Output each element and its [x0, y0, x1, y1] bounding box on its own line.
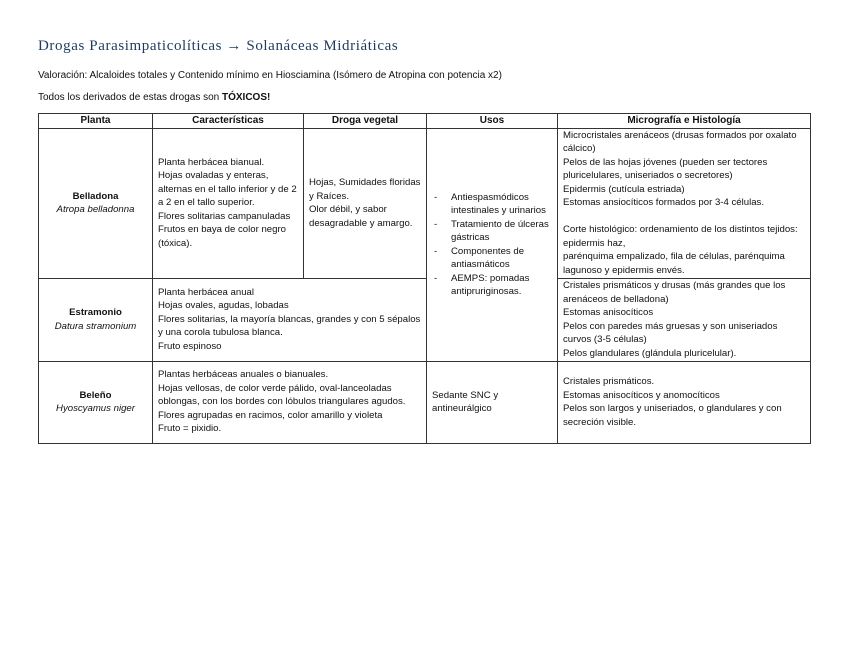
table-row	[39, 278, 811, 361]
micro-line: Corte histológico: ordenamiento de los distintos tejidos: epidermis haz,	[563, 224, 798, 249]
plant-cell	[39, 128, 153, 278]
plant-name: Belladona	[72, 190, 119, 202]
micro-cell	[558, 128, 811, 278]
plant-cell	[39, 278, 153, 361]
car-line: Planta herbácea bianual.	[158, 156, 265, 168]
toxic-note-text: Todos los derivados de estas drogas son	[38, 92, 222, 103]
page-title: Drogas Parasimpaticolíticas → Solanáceas Midriáticas	[38, 38, 399, 54]
droga-line: Hojas, Sumidades floridas y Raíces.	[309, 177, 421, 202]
header-droga: Droga vegetal	[304, 114, 427, 129]
droga-cell	[304, 128, 427, 278]
header-caracteristicas: Características	[153, 114, 304, 129]
list-item: - AEMPS: pomadas antipruriginosas.	[432, 272, 552, 299]
usos-list	[432, 191, 552, 299]
car-line: Flores solitarias campanuladas	[158, 210, 291, 222]
micro-line: Epidermis (cutícula estriada)	[563, 183, 685, 195]
header-micro: Micrografía e Histología	[558, 114, 811, 129]
solanaceas-table	[38, 113, 811, 444]
micro-line: Estomas ansiocíticos formados por 3-4 células.	[563, 197, 765, 209]
car-line: Hojas ovales, agudas, lobadas	[158, 300, 289, 312]
car-line: Fruto espinoso	[158, 340, 222, 352]
plant-sci-name: Datura stramonium	[54, 320, 137, 332]
car-line: Plantas herbáceas anuales o bianuales.	[158, 369, 329, 381]
droga-line: Olor débil, y sabor desagradable y amargo.	[309, 204, 413, 229]
list-item: - Tratamiento de úlceras gástricas	[432, 218, 552, 245]
micro-line: Pelos son largos y uniseriados, o glandulares y con secreción visible.	[563, 403, 782, 428]
header-planta: Planta	[39, 114, 153, 129]
table-row	[39, 128, 811, 278]
micro-line: Cristales prismáticos.	[563, 376, 655, 387]
car-line: Fruto = pixidio.	[158, 423, 222, 435]
plant-name: Beleño	[79, 389, 112, 401]
car-line: Flores agrupadas en racimos, color amarillo y violeta	[158, 409, 383, 421]
car-line: Hojas ovaladas y enteras, alternas en el tallo inferior y de 2 a 2 en el tallo superior.	[158, 170, 297, 209]
table-row	[39, 361, 811, 443]
micro-line: Pelos con paredes más gruesas y son uniseriados curvos (3-5 células)	[563, 320, 778, 345]
valoracion-text: Valoración: Alcaloides totales y Contenido mínimo en Hiosciamina (Isómero de Atropina con potencia x2)	[38, 70, 502, 81]
spacer	[563, 210, 805, 224]
car-line: Frutos en baya de color negro (tóxica).	[158, 224, 286, 249]
caracteristicas-cell	[153, 361, 427, 443]
micro-line: parénquima empalizado, fila de células, parénquima lagunoso y epidermis envés.	[563, 251, 785, 276]
micro-line: Microcristales arenáceos (drusas formados por oxalato cálcico)	[563, 129, 797, 155]
list-item: - Antiespasmódicos intestinales y urinarios	[432, 191, 552, 218]
plant-name: Estramonio	[69, 307, 122, 318]
plant-sci-name: Hyoscyamus niger	[56, 403, 135, 414]
micro-cell	[558, 278, 811, 361]
header-usos: Usos	[427, 114, 558, 129]
usos-cell	[427, 128, 558, 361]
micro-line: Estomas anisocíticos y anomocíticos	[563, 389, 720, 401]
plant-cell	[39, 361, 153, 443]
car-line: Hojas vellosas, de color verde pálido, oval-lanceoladas oblongas, con los bordes con lóbulos triangulares agudos.	[158, 382, 406, 408]
micro-line: Cristales prismáticos y drusas (más grandes que los arenáceos de belladona)	[563, 280, 786, 305]
caracteristicas-cell	[153, 278, 427, 361]
table-header-row	[39, 114, 811, 129]
car-line: Flores solitarias, la mayoría blancas, grandes y con 5 sépalos y una corola tubulosa blanca.	[158, 313, 421, 339]
toxic-note	[38, 92, 270, 103]
car-line: Planta herbácea anual	[158, 286, 255, 298]
micro-line: Pelos de las hojas jóvenes (pueden ser tectores pluricelulares, uniseriados o secretores)	[563, 156, 768, 182]
plant-sci-name: Atropa belladonna	[56, 204, 135, 215]
usos-cell: Sedante SNC y antineurálgico	[427, 361, 558, 443]
caracteristicas-cell	[153, 128, 304, 278]
toxic-note-bold: TÓXICOS!	[222, 92, 271, 103]
micro-line: Pelos glandulares (glándula pluricelular).	[563, 347, 737, 359]
micro-line: Estomas anisocíticos	[563, 307, 654, 318]
micro-cell	[558, 361, 811, 443]
list-item: - Componentes de antiasmáticos	[432, 245, 552, 272]
